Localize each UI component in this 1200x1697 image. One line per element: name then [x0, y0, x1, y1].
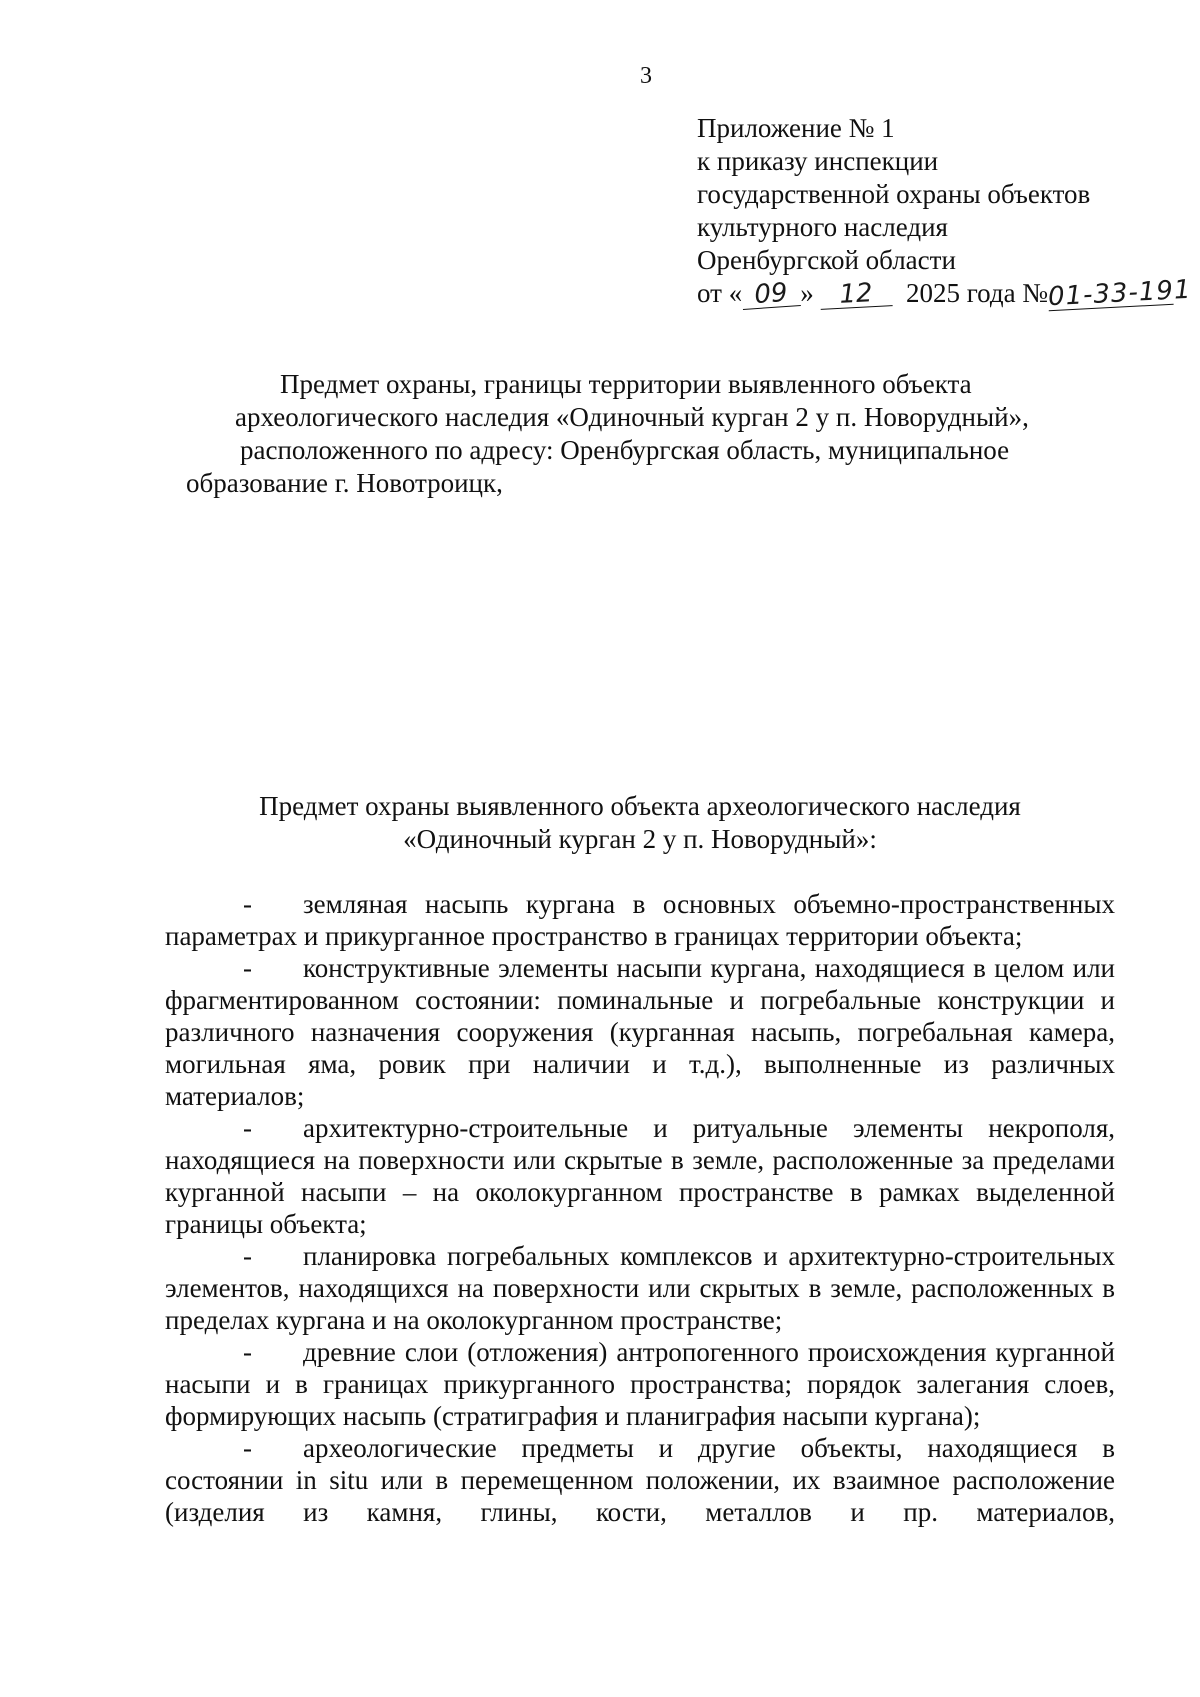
protection-subject-list [165, 888, 1115, 1528]
annex-region: Оренбургской области [697, 245, 956, 275]
list-dash: - [243, 1337, 252, 1367]
list-item [165, 1240, 1115, 1336]
title1-line4: образование г. Новотроицк, [186, 468, 503, 498]
list-item [165, 1432, 1115, 1528]
annex-order-ref: к приказу инспекции [697, 146, 939, 176]
list-item [165, 1336, 1115, 1432]
protection-subject-boundaries-title [170, 368, 1090, 500]
annex-authority-line1: государственной охраны объектов [697, 179, 1091, 209]
list-item [165, 1112, 1115, 1240]
list-dash: - [243, 1241, 252, 1271]
date-mid: » [800, 278, 814, 308]
list-dash: - [243, 1113, 252, 1143]
title1-line1: Предмет охраны, границы территории выявленного объекта [280, 369, 972, 399]
handwritten-month: 12 [820, 279, 893, 310]
title1-line3: расположенного по адресу: Оренбургская область, муниципальное [240, 435, 1010, 465]
list-item-text: архитектурно-строительные и ритуальные элементы некрополя, находящиеся на поверхности или скрытые в земле, расположенные за пределами курганной насыпи – на околокурганном пространстве в рамках выделенной границы объекта; [165, 1113, 1115, 1239]
list-item [165, 952, 1115, 1112]
list-dash: - [243, 889, 252, 919]
date-year-text: 2025 года № [905, 278, 1049, 308]
handwritten-order-number: 01-33-191 [1047, 274, 1193, 313]
annex-title: Приложение № 1 [697, 113, 895, 143]
list-item-text: планировка погребальных комплексов и архитектурно-строительных элементов, находящихся на поверхности или скрытых в земле, расположенных в пределах кургана и на околокурганном пространстве; [165, 1241, 1115, 1335]
date-prefix: от « [697, 278, 743, 308]
list-item-text: земляная насыпь кургана в основных объемно-пространственных параметрах и прикурганное пространство в границах территории объекта; [165, 889, 1115, 951]
title2-line2: «Одиночный курган 2 у п. Новорудный»: [403, 824, 877, 854]
handwritten-day: 09 [741, 279, 801, 310]
title1-line2: археологического наследия «Одиночный курган 2 у п. Новорудный», [235, 402, 1029, 432]
annex-authority-line2: культурного наследия [697, 212, 948, 242]
page-number: 3 [640, 63, 652, 89]
list-item [165, 888, 1115, 952]
annex-date-line [697, 274, 1193, 313]
title2-line1: Предмет охраны выявленного объекта археологического наследия [259, 791, 1021, 821]
list-item-text: археологические предметы и другие объекты, находящиеся в состоянии in situ или в перемещенном положении, их взаимное расположение (изделия из камня, глины, кости, металлов и пр. материалов, [165, 1433, 1115, 1527]
list-item-text: древние слои (отложения) антропогенного происхождения курганной насыпи и в границах прикурганного пространства; порядок залегания слоев, формирующих насыпь (стратиграфия и планиграфия насыпи кургана); [165, 1337, 1115, 1431]
annex-header [697, 112, 1193, 313]
list-dash: - [243, 953, 252, 983]
list-item-text: конструктивные элементы насыпи кургана, находящиеся в целом или фрагментированном состоянии: поминальные и погребальные конструкции и различного назначения сооружения (курганная насыпь, погребальная камера, могильная яма, ровик при наличии и т.д.), выполненные из различных материалов; [165, 953, 1115, 1111]
protection-subject-title [160, 790, 1120, 856]
list-dash: - [243, 1433, 252, 1463]
